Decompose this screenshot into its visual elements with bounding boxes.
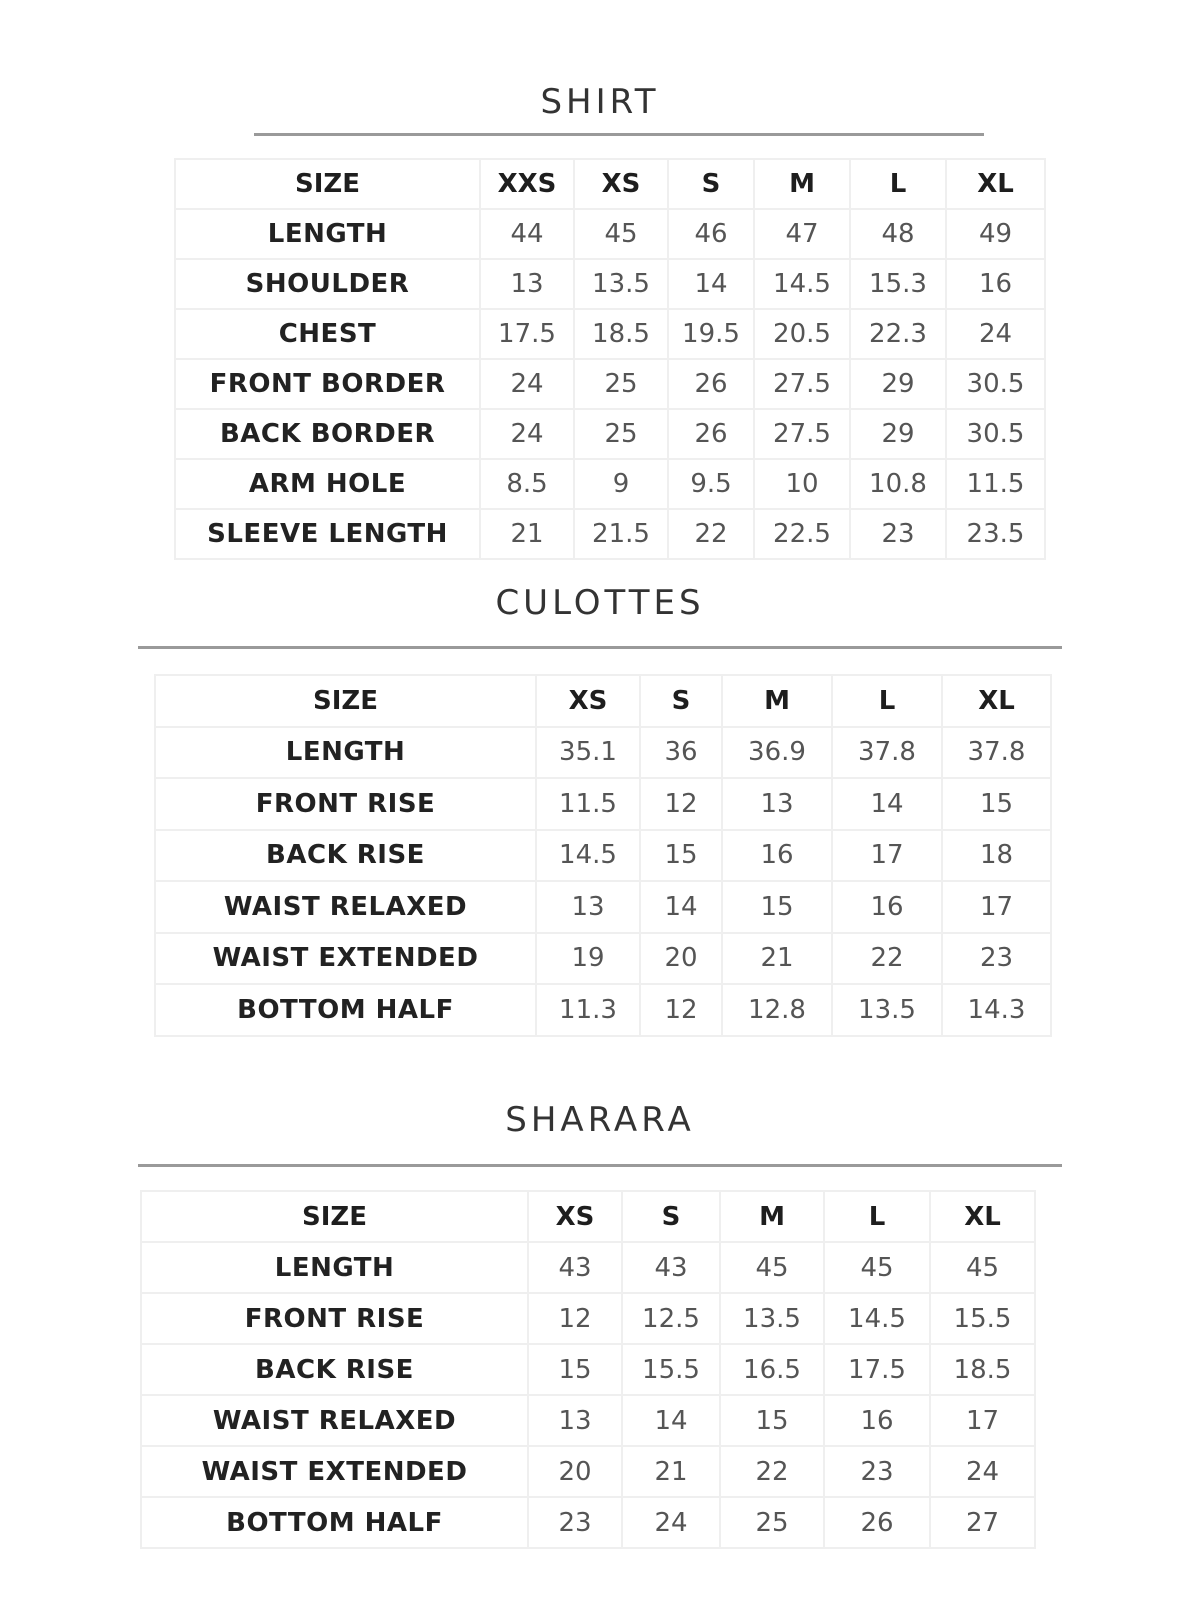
measurement-value: 13 [528,1395,622,1446]
measurement-value: 48 [850,209,946,259]
measurement-value: 16 [832,881,942,933]
measurement-label: BACK RISE [141,1344,528,1395]
table-header-row [141,1191,1035,1242]
measurement-value: 20 [640,933,722,985]
measurement-value: 45 [824,1242,930,1293]
measurement-label: WAIST EXTENDED [141,1446,528,1497]
measurement-value: 14 [832,778,942,830]
measurement-value: 18.5 [574,309,668,359]
measurement-value: 10.8 [850,459,946,509]
measurement-value: 23 [942,933,1051,985]
table-row [141,1446,1035,1497]
size-header: SIZE [141,1191,528,1242]
measurement-value: 13 [480,259,574,309]
measurement-value: 26 [668,359,754,409]
measurement-label: SLEEVE LENGTH [175,509,480,559]
size-column-header: S [668,159,754,209]
measurement-value: 44 [480,209,574,259]
size-header: SIZE [175,159,480,209]
size-column-header: L [824,1191,930,1242]
measurement-value: 43 [528,1242,622,1293]
sharara-size-table [140,1190,1036,1549]
measurement-value: 13.5 [832,984,942,1036]
size-column-header: S [640,675,722,727]
measurement-value: 20 [528,1446,622,1497]
size-column-header: L [832,675,942,727]
measurement-value: 45 [720,1242,824,1293]
measurement-value: 24 [480,409,574,459]
measurement-value: 12 [640,984,722,1036]
measurement-value: 17 [930,1395,1035,1446]
measurement-value: 30.5 [946,409,1045,459]
measurement-value: 29 [850,409,946,459]
measurement-value: 13.5 [574,259,668,309]
size-header: SIZE [155,675,536,727]
measurement-label: WAIST RELAXED [141,1395,528,1446]
measurement-value: 26 [824,1497,930,1548]
measurement-value: 36.9 [722,727,832,779]
table-row [155,933,1051,985]
measurement-value: 12.5 [622,1293,720,1344]
size-column-header: XL [946,159,1045,209]
table-row [141,1344,1035,1395]
measurement-value: 13.5 [720,1293,824,1344]
measurement-value: 9.5 [668,459,754,509]
measurement-label: SHOULDER [175,259,480,309]
measurement-value: 22.5 [754,509,850,559]
shirt-divider [254,133,984,136]
table-row [141,1497,1035,1548]
sharara-divider [138,1164,1062,1167]
measurement-value: 17.5 [824,1344,930,1395]
measurement-value: 14.5 [536,830,640,882]
measurement-value: 15 [720,1395,824,1446]
measurement-value: 35.1 [536,727,640,779]
measurement-value: 20.5 [754,309,850,359]
table-row [155,830,1051,882]
measurement-value: 27.5 [754,359,850,409]
measurement-value: 27.5 [754,409,850,459]
size-column-header: M [720,1191,824,1242]
culottes-divider [138,646,1062,649]
measurement-value: 17 [942,881,1051,933]
measurement-value: 27 [930,1497,1035,1548]
culottes-size-table [154,674,1052,1037]
measurement-value: 14.5 [824,1293,930,1344]
measurement-value: 22.3 [850,309,946,359]
measurement-label: BOTTOM HALF [141,1497,528,1548]
measurement-label: FRONT RISE [155,778,536,830]
measurement-label: LENGTH [175,209,480,259]
measurement-value: 46 [668,209,754,259]
table-row [155,984,1051,1036]
measurement-value: 12 [640,778,722,830]
measurement-value: 24 [930,1446,1035,1497]
measurement-value: 12 [528,1293,622,1344]
table-row [155,778,1051,830]
measurement-label: WAIST RELAXED [155,881,536,933]
measurement-value: 11.3 [536,984,640,1036]
table-header-row [175,159,1045,209]
measurement-value: 11.5 [946,459,1045,509]
measurement-value: 26 [668,409,754,459]
measurement-value: 22 [832,933,942,985]
size-column-header: XS [574,159,668,209]
measurement-value: 18.5 [930,1344,1035,1395]
measurement-label: BOTTOM HALF [155,984,536,1036]
size-column-header: XXS [480,159,574,209]
table-row [141,1293,1035,1344]
measurement-value: 18 [942,830,1051,882]
measurement-value: 13 [536,881,640,933]
measurement-value: 13 [722,778,832,830]
size-column-header: M [754,159,850,209]
table-row [155,727,1051,779]
measurement-value: 14.5 [754,259,850,309]
measurement-value: 16 [722,830,832,882]
measurement-value: 22 [668,509,754,559]
measurement-value: 25 [574,409,668,459]
shirt-size-table [174,158,1046,560]
size-column-header: XS [536,675,640,727]
measurement-value: 23 [824,1446,930,1497]
culottes-title: CULOTTES [495,583,705,623]
table-row [175,409,1045,459]
size-column-header: S [622,1191,720,1242]
measurement-value: 37.8 [832,727,942,779]
measurement-value: 15.3 [850,259,946,309]
measurement-label: CHEST [175,309,480,359]
measurement-value: 29 [850,359,946,409]
measurement-value: 30.5 [946,359,1045,409]
measurement-label: WAIST EXTENDED [155,933,536,985]
measurement-value: 47 [754,209,850,259]
measurement-value: 15 [722,881,832,933]
measurement-value: 15 [942,778,1051,830]
measurement-value: 23.5 [946,509,1045,559]
measurement-value: 21.5 [574,509,668,559]
measurement-value: 19.5 [668,309,754,359]
table-row [155,881,1051,933]
measurement-value: 49 [946,209,1045,259]
measurement-label: FRONT BORDER [175,359,480,409]
measurement-value: 23 [528,1497,622,1548]
measurement-value: 21 [480,509,574,559]
table-row [175,309,1045,359]
measurement-value: 24 [622,1497,720,1548]
measurement-value: 21 [622,1446,720,1497]
measurement-label: BACK BORDER [175,409,480,459]
measurement-label: LENGTH [155,727,536,779]
measurement-value: 9 [574,459,668,509]
table-row [175,359,1045,409]
size-column-header: L [850,159,946,209]
measurement-value: 14 [640,881,722,933]
measurement-value: 16 [824,1395,930,1446]
measurement-value: 16.5 [720,1344,824,1395]
measurement-label: LENGTH [141,1242,528,1293]
table-row [175,509,1045,559]
measurement-value: 8.5 [480,459,574,509]
measurement-value: 25 [574,359,668,409]
measurement-value: 24 [480,359,574,409]
measurement-value: 11.5 [536,778,640,830]
measurement-value: 22 [720,1446,824,1497]
measurement-value: 10 [754,459,850,509]
measurement-value: 15.5 [930,1293,1035,1344]
size-column-header: XL [930,1191,1035,1242]
measurement-label: BACK RISE [155,830,536,882]
measurement-value: 23 [850,509,946,559]
measurement-value: 15.5 [622,1344,720,1395]
measurement-value: 43 [622,1242,720,1293]
table-row [141,1395,1035,1446]
measurement-value: 45 [574,209,668,259]
size-column-header: XL [942,675,1051,727]
size-column-header: M [722,675,832,727]
measurement-value: 15 [528,1344,622,1395]
measurement-value: 36 [640,727,722,779]
measurement-label: FRONT RISE [141,1293,528,1344]
measurement-value: 12.8 [722,984,832,1036]
measurement-value: 21 [722,933,832,985]
measurement-value: 16 [946,259,1045,309]
table-row [175,259,1045,309]
table-row [175,209,1045,259]
measurement-value: 24 [946,309,1045,359]
size-column-header: XS [528,1191,622,1242]
measurement-value: 19 [536,933,640,985]
measurement-value: 17 [832,830,942,882]
measurement-value: 14 [668,259,754,309]
measurement-value: 15 [640,830,722,882]
sharara-title: SHARARA [505,1100,695,1140]
measurement-value: 17.5 [480,309,574,359]
measurement-value: 14.3 [942,984,1051,1036]
table-row [141,1242,1035,1293]
table-header-row [155,675,1051,727]
measurement-value: 25 [720,1497,824,1548]
shirt-title: SHIRT [540,82,660,122]
table-row [175,459,1045,509]
measurement-value: 14 [622,1395,720,1446]
measurement-value: 45 [930,1242,1035,1293]
measurement-label: ARM HOLE [175,459,480,509]
measurement-value: 37.8 [942,727,1051,779]
